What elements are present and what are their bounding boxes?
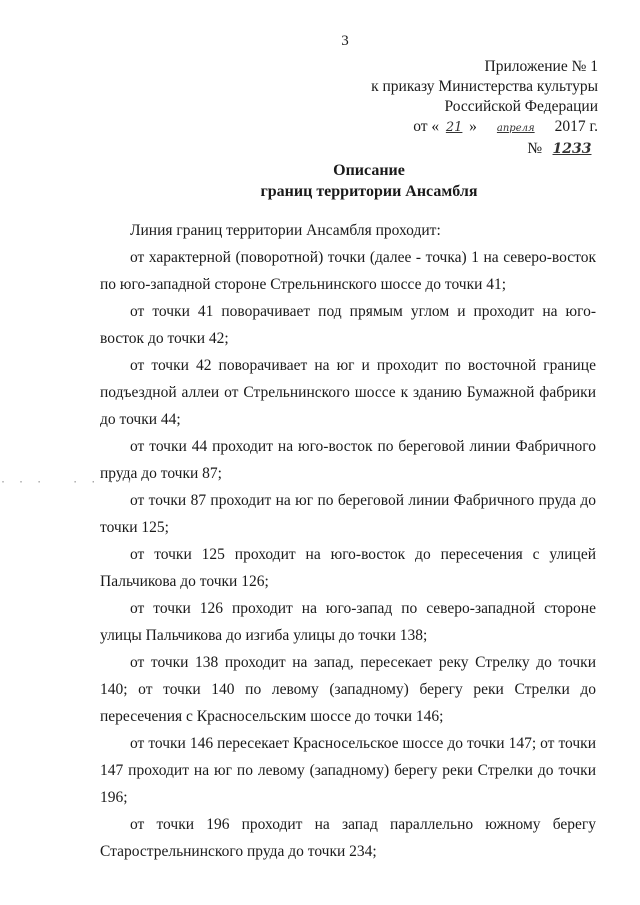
paragraph: от точки 125 проходит на юго-восток до пересечения с улицей Пальчикова до точки 126; [100, 546, 596, 590]
number-value-handwritten: 1233 [552, 141, 592, 157]
date-mid: » [469, 118, 477, 135]
paragraph: от точки 44 проходит на юго-восток по береговой линии Фабричного пруда до точки 87; [100, 438, 596, 482]
appendix-order-line: к приказу Министерства культуры [371, 78, 598, 95]
paragraph: от точки 196 проходит на запад параллельно южному берегу Старострельнинского пруда до точки 234; [100, 816, 596, 860]
paragraph: от точки 87 проходит на юг по береговой линии Фабричного пруда до точки 125; [100, 492, 596, 536]
page-number: 3 [341, 33, 349, 49]
paragraph: от точки 126 проходит на юго-запад по северо-западной стороне улицы Пальчикова до изгиба улицы до точки 138; [100, 600, 596, 644]
scan-margin-artifact: · · · · · · · [0, 477, 136, 488]
appendix-federation-line: Российской Федерации [444, 98, 598, 115]
paragraph: от точки 41 поворачивает под прямым углом и проходит на юго-восток до точки 42; [100, 303, 596, 347]
appendix-title: Приложение № 1 [484, 58, 598, 75]
paragraph: от характерной (поворотной) точки (далее - точка) 1 на северо-восток по юго-западной стороне Стрельнинского шоссе до точки 41; [100, 249, 596, 293]
appendix-header [371, 57, 598, 159]
date-day-handwritten: 21 [445, 120, 463, 135]
document-title [0, 160, 640, 202]
paragraph: от точки 138 проходит на запад, пересекает реку Стрелку до точки 140; от точки 140 по левому (западному) берегу реки Стрелки до пересечения с Красносельским шоссе до точки 146; [100, 654, 596, 725]
title-line-1: Описание [333, 162, 405, 179]
appendix-number-line [371, 139, 598, 159]
paragraph: Линия границ территории Ансамбля проходит: [130, 222, 441, 239]
appendix-date-line [371, 117, 598, 139]
date-prefix: от « [413, 118, 440, 135]
date-month-handwritten: апреля [496, 123, 535, 134]
boundary-description [100, 217, 596, 865]
title-line-2: границ территории Ансамбля [260, 183, 478, 200]
paragraph: от точки 146 пересекает Красносельское шоссе до точки 147; от точки 147 проходит на юг по левому (западному) берегу реки Стрелки до точки 196; [100, 735, 596, 806]
paragraph: от точки 42 поворачивает на юг и проходит по восточной границе подъездной аллеи от Стрельнинского шоссе к зданию Бумажной фабрики до точки 44; [100, 357, 596, 428]
number-prefix: № [527, 140, 543, 157]
date-year: 2017 г. [554, 118, 598, 135]
